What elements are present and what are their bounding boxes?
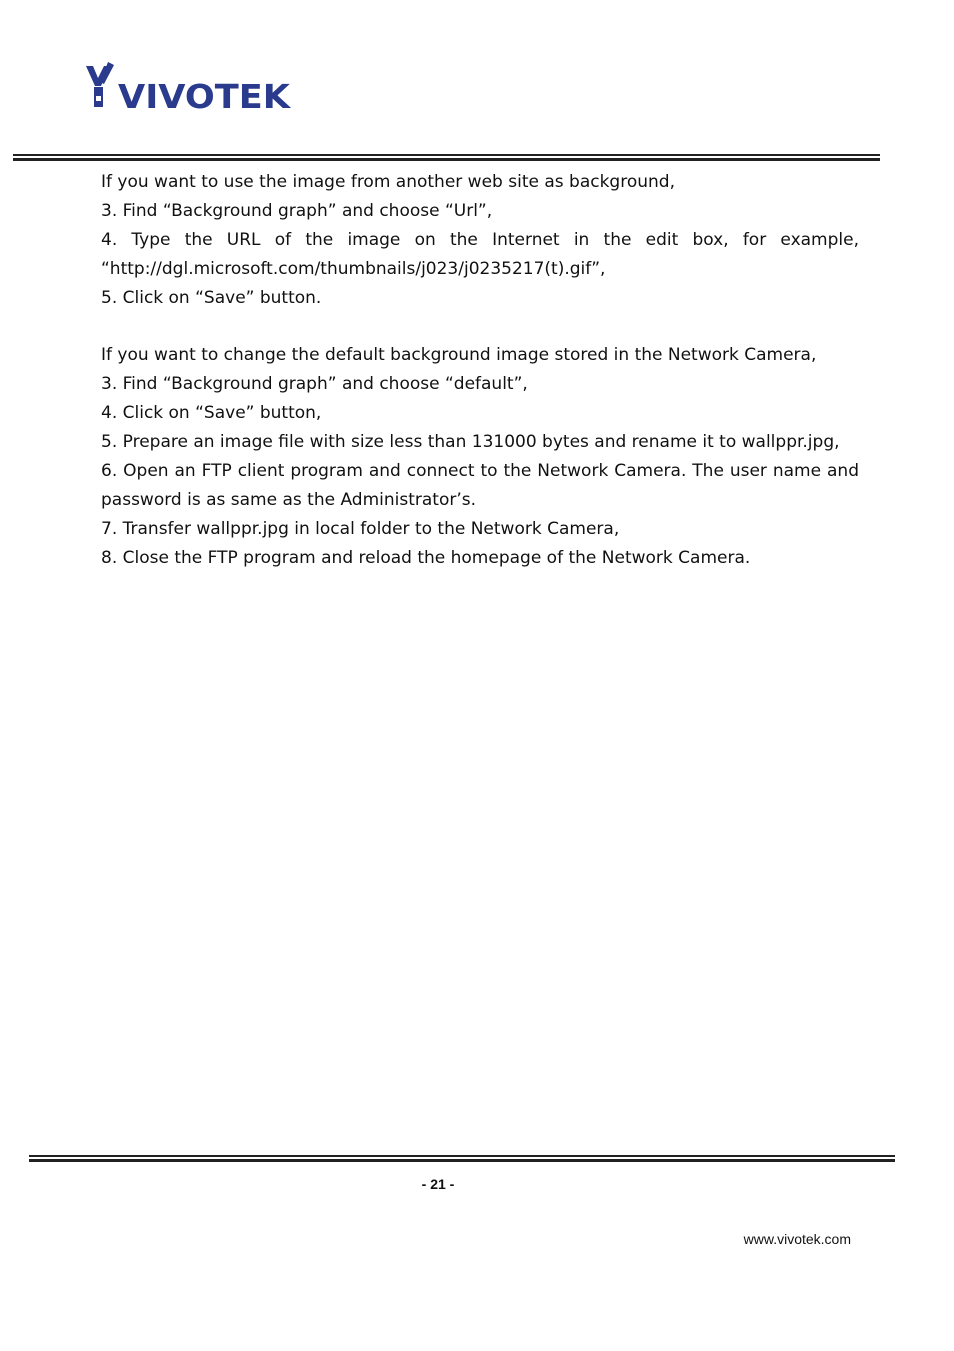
section1-step: 3. Find “Background graph” and choose “Url”,: [101, 200, 493, 221]
section2-step: 4. Click on “Save” button,: [101, 403, 322, 424]
vivotek-logo: [84, 60, 294, 116]
header-rule: [13, 154, 880, 161]
section2-step: 8. Close the FTP program and reload the homepage of the Network Camera.: [101, 547, 751, 568]
section1-step: 5. Click on “Save” button.: [101, 287, 322, 308]
section1-intro: If you want to use the image from another web site as background,: [101, 172, 675, 192]
section2-step: 3. Find “Background graph” and choose “default”,: [101, 374, 528, 395]
section1-step: 4. Type the URL of the image on the Internet in the edit box, for example,: [101, 229, 859, 250]
section1-step: “http://dgl.microsoft.com/thumbnails/j023/j0235217(t).gif”,: [101, 258, 606, 279]
page-number: - 21 -: [421, 1176, 455, 1192]
section2-step: 5. Prepare an image file with size less than 131000 bytes and rename it to wallppr.jpg,: [101, 432, 840, 453]
section2-step: password is as same as the Administrator’s.: [101, 489, 477, 510]
section2-intro: If you want to change the default background image stored in the Network Camera,: [101, 345, 817, 366]
document-body: [101, 168, 859, 573]
paragraph-gap: [101, 313, 859, 342]
brand-wordmark: VIVOTEK: [118, 77, 292, 116]
footer-url: www.vivotek.com: [743, 1231, 851, 1247]
section2-step: 6. Open an FTP client program and connect to the Network Camera. The user name and: [101, 461, 859, 482]
section2-step: 7. Transfer wallppr.jpg in local folder to the Network Camera,: [101, 518, 620, 539]
footer-rule: [29, 1155, 895, 1162]
